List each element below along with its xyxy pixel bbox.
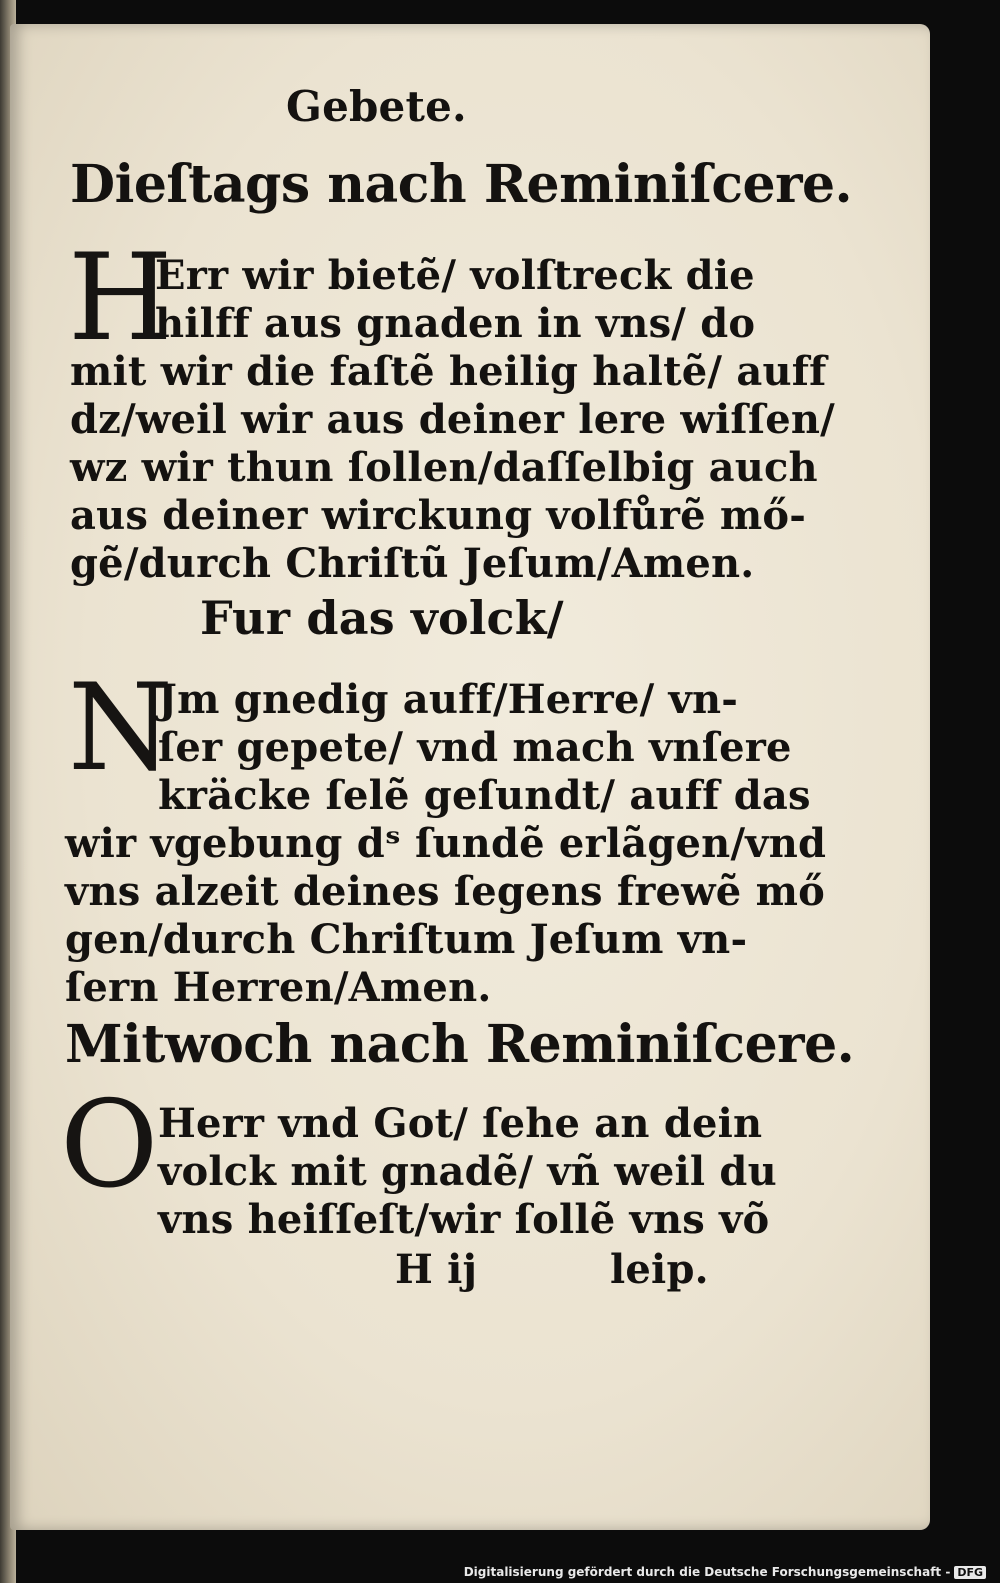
text-line: gẽ/durch Chriſtũ Jeſum/Amen. <box>70 540 755 587</box>
digitization-credit <box>464 1565 986 1579</box>
text-line: aus deiner wirckung volfůrẽ mő- <box>70 492 807 539</box>
dfg-logo: DFG <box>954 1566 986 1579</box>
section-heading-wednesday: Mitwoch nach Reminiſcere. <box>65 1014 855 1075</box>
text-line: vns alzeit deines ſegens frewẽ mő <box>65 868 825 915</box>
text-line: gen/durch Chriſtum Jeſum vn- <box>65 916 748 963</box>
text-line: ſer gepete/ vnd mach vnſere <box>158 724 792 771</box>
text-line: hilff aus gnaden in vns/ do <box>155 300 756 347</box>
text-line: Err wir bietẽ/ volſtreck die <box>155 252 755 299</box>
text-line: mit wir die faſtẽ heilig haltẽ/ auff <box>70 348 827 395</box>
section-heading-tuesday: Dieſtags nach Reminiſcere. <box>70 154 853 215</box>
text-line: volck mit gnadẽ/ vñ weil du <box>158 1148 777 1195</box>
text-line: dz/weil wir aus deiner lere wiſſen/ <box>70 396 835 443</box>
signature-mark: H ij <box>395 1246 478 1293</box>
text-line: Jm gnedig auff/Herre/ vn- <box>158 676 739 723</box>
initial-letter-o: O <box>60 1076 159 1215</box>
section-heading-people: Fur das volck/ <box>200 591 564 645</box>
initial-letter-n: N <box>68 659 173 798</box>
text-line: ſern Herren/Amen. <box>65 964 492 1011</box>
text-line: wz wir thun ſollen/daſſelbig auch <box>70 444 818 491</box>
running-head: Gebete. <box>286 82 467 131</box>
credit-text: Digitalisierung gefördert durch die Deutsche Forschungsgemeinschaft - <box>463 1565 951 1579</box>
book-page <box>10 24 930 1530</box>
page-text <box>10 24 930 1530</box>
initial-letter-h: H <box>68 229 173 368</box>
text-line: wir vgebung dˢ ſundẽ erlãgen/vnd <box>65 820 827 867</box>
catchword: leip. <box>610 1246 709 1293</box>
text-line: vns heiſſeſt/wir ſollẽ vns võ <box>158 1196 770 1243</box>
text-line: kräcke ſelẽ geſundt/ auff das <box>158 772 811 819</box>
text-line: Herr vnd Got/ ſehe an dein <box>158 1100 763 1147</box>
